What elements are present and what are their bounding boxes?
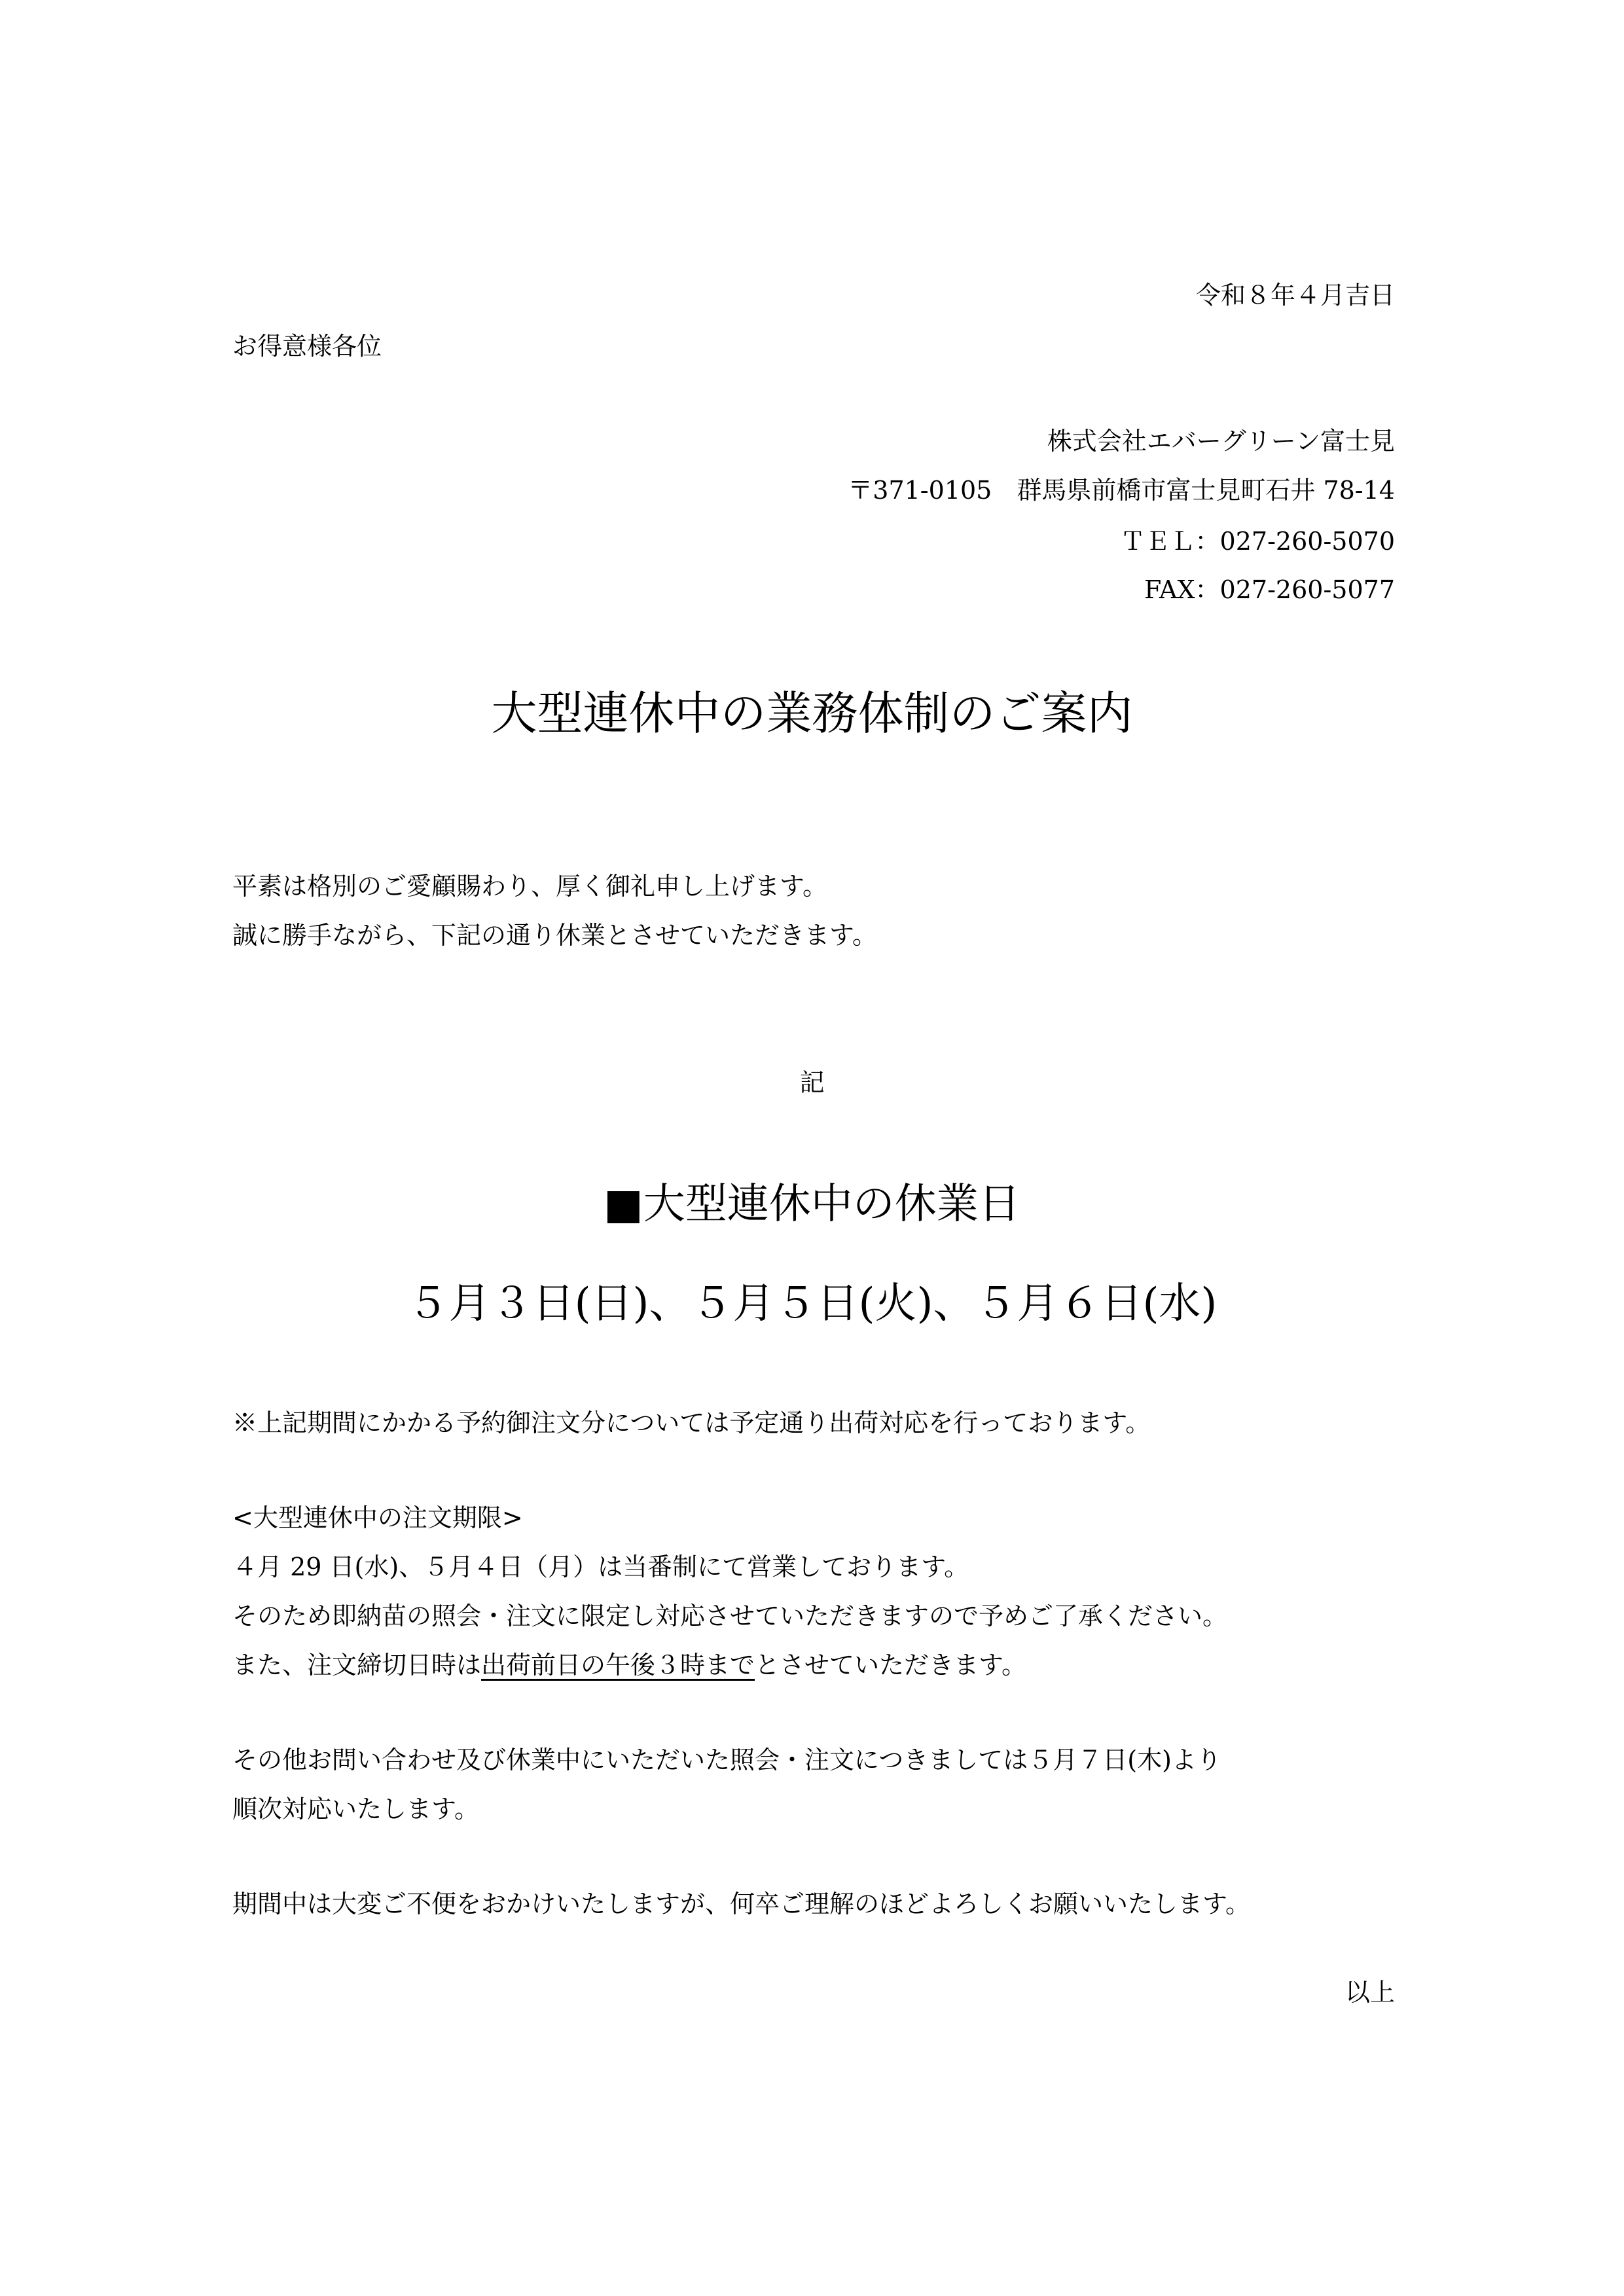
holidays-heading: ■大型連休中の休業日 [604,1180,1020,1229]
shipping-note: ※上記期間にかかる予約御注文分については予定通り出荷対応を行っております。 [232,1408,1151,1437]
holiday-dates: ５月３日(日)、５月５日(火)、５月６日(水) [406,1280,1218,1328]
document-date: 令和８年４月吉日 [1195,281,1395,310]
end-marker: 以上 [1344,1978,1395,2007]
order-deadline-heading: <大型連休中の注文期限> [232,1503,523,1532]
order-deadline-line-1: ４月 29 日(水)、５月４日（月）は当番制にて営業しております。 [232,1552,969,1581]
deadline-prefix: また、注文締切日時は [232,1651,482,1679]
sender-tel: ＴＥＬ：027-260-5070 [1120,527,1395,556]
sender-fax: FAX：027-260-5077 [1144,575,1395,604]
recipient-line: お得意様各位 [232,332,382,361]
sender-company: 株式会社エバーグリーン富士見 [1047,427,1395,456]
other-inquiries-line-1: その他お問い合わせ及び休業中にいただいた照会・注文につきましては５月７日(木)より [232,1746,1221,1774]
document-title: 大型連休中の業務体制のご案内 [491,687,1133,740]
deadline-emphasis: 出荷前日の午後３時まで [481,1651,755,1679]
other-inquiries-line-2: 順次対応いたします。 [232,1795,479,1823]
greeting-line-1: 平素は格別のご愛顧賜わり、厚く御礼申し上げます。 [232,872,827,901]
greeting-line-2: 誠に勝手ながら、下記の通り休業とさせていただきます。 [232,921,877,950]
sender-address: 〒371-0105 群馬県前橋市富士見町石井 78-14 [848,476,1395,505]
order-deadline-line-2: そのため即納苗の照会・注文に限定し対応させていただきますので予めご了承ください。 [232,1602,1228,1630]
closing-line: 期間中は大変ご不便をおかけいたしますが、何卒ご理解のほどよろしくお願いいたします。 [232,1890,1250,1918]
order-deadline-line-3 [232,1653,1026,1677]
deadline-suffix: とさせていただきます。 [755,1651,1026,1679]
ki-marker: 記 [799,1068,825,1097]
